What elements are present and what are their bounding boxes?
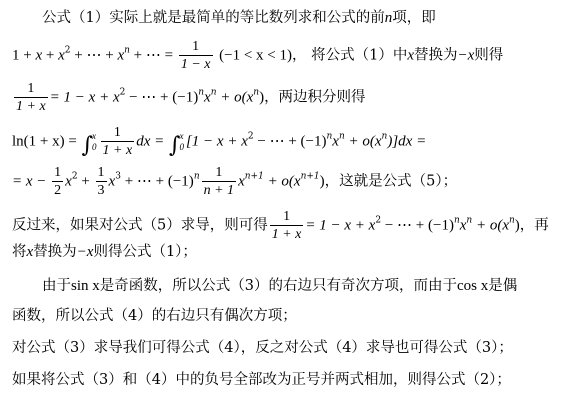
line-10 [12, 338, 573, 358]
math: dx = [136, 133, 168, 150]
integral-limits [179, 131, 184, 153]
substitution-line [12, 242, 573, 262]
math: −x [457, 47, 475, 64]
exponent: 2 [119, 87, 126, 98]
exponent: n [381, 131, 388, 142]
fraction [14, 80, 48, 115]
math: − ⋯ + (−1) [381, 217, 454, 234]
numerator: 1 [283, 209, 291, 224]
exponent: n [453, 215, 460, 226]
exponent: 2 [71, 171, 78, 182]
integral-sign: ∫ [81, 132, 94, 158]
text: ，这就是公式（5）； [324, 173, 458, 190]
exponent: n [124, 45, 130, 56]
math: + o(x [263, 173, 301, 190]
text: 替换为 [33, 244, 77, 260]
math: x [35, 47, 43, 64]
math: x [407, 47, 414, 64]
math: + ⋯ = [129, 47, 177, 64]
fraction [101, 124, 135, 159]
exponent: n [466, 215, 473, 226]
math: = 1 − x + x [49, 89, 120, 106]
denominator: 1 + x [102, 143, 133, 158]
exponent: n [253, 87, 260, 98]
text: ， 将公式（1）中 [291, 47, 408, 64]
range: (−1 < x < 1) [219, 47, 292, 64]
numerator: 1 [192, 39, 200, 54]
text: ，两边积分则得 [264, 89, 366, 106]
exponent: 2 [247, 131, 254, 142]
exponent: n [193, 171, 200, 182]
numerator: 1 [27, 81, 35, 96]
math: )]dx = [387, 133, 427, 150]
fraction [96, 164, 107, 199]
fraction [179, 38, 213, 73]
math: − ⋯ + (−1) [253, 133, 327, 150]
math: cos x [457, 278, 489, 294]
denominator: 3 [97, 183, 105, 198]
math: x [459, 217, 467, 234]
numerator: 1 [97, 165, 105, 180]
math: x [238, 173, 245, 190]
math: = 1 − x + x [305, 217, 376, 234]
text: 是奇函数，所以公式（3）的右边只有奇次方项，而由于 [99, 278, 457, 294]
fraction [270, 208, 304, 243]
exponent: n+1 [300, 171, 320, 182]
math: + ⋯ + (−1) [120, 173, 194, 190]
ln-integral-line [12, 124, 573, 159]
exponent: n [509, 215, 515, 226]
math: sin x [71, 278, 100, 294]
math: x [204, 89, 211, 106]
paragraph-1 [42, 8, 573, 28]
math: x [65, 173, 72, 190]
text: 项，即 [392, 10, 436, 26]
math: [1 − x + x [185, 133, 248, 150]
line-11 [12, 370, 573, 390]
math: x [117, 47, 125, 64]
fraction [52, 164, 63, 199]
text: 则得公式（1）； [93, 244, 197, 260]
math: x [26, 244, 34, 260]
text: 公式（1）实际上就是最简单的等比数列求和公式的前 [42, 10, 385, 26]
math: = x − [12, 173, 51, 190]
exponent: n [338, 131, 345, 142]
denominator: 1 + x [16, 99, 46, 114]
numerator: 1 [54, 165, 62, 180]
exponent: 2 [375, 215, 382, 226]
exponent: 3 [115, 171, 121, 182]
exponent: 2 [64, 45, 71, 56]
text: 由于 [42, 278, 71, 294]
upper-limit: x [179, 130, 184, 141]
integral-limits [92, 131, 97, 153]
math: + o(x [344, 133, 382, 150]
math: 1 + [12, 47, 36, 64]
exponent: n [198, 87, 205, 98]
exponent: n [210, 87, 217, 98]
line-9 [12, 306, 573, 326]
exponent: n+1 [244, 171, 264, 182]
variable-n: n [384, 10, 393, 26]
text: 将 [12, 244, 27, 260]
text: 如果将公式（3）和（4）中的负号全部改为正号并两式相加，则得公式（2）； [12, 372, 511, 388]
lower-limit: 0 [179, 141, 184, 152]
denominator: n + 1 [203, 183, 235, 198]
math: + o(x [472, 217, 509, 234]
math: + [77, 173, 94, 190]
text: 是偶 [488, 278, 518, 294]
math: −x [76, 244, 94, 260]
ln-series-result [12, 164, 573, 199]
upper-limit: x [92, 130, 97, 141]
math: + [42, 47, 59, 64]
math: ) [259, 89, 265, 106]
math: ln(1 + x) = [12, 133, 81, 150]
text: 则得 [474, 47, 504, 64]
series-1-over-1-plus-x [12, 80, 573, 115]
fraction [202, 164, 236, 199]
text: 函数，所以公式（4）的右边只有偶次方项； [12, 308, 297, 324]
text: 对公式（3）求导我们可得公式（4），反之对公式（4）求导也可得公式（3）； [12, 340, 513, 356]
lower-limit: 0 [92, 141, 97, 152]
denominator: 1 + x [271, 227, 302, 242]
derivative-line [12, 208, 573, 243]
math: − ⋯ + (−1) [125, 89, 199, 106]
denominator: 1 − x [180, 57, 211, 72]
integral-sign: ∫ [169, 132, 181, 158]
math: x [332, 133, 339, 150]
numerator: 1 [215, 165, 223, 180]
math: ) [514, 217, 520, 234]
exponent: n [326, 131, 333, 142]
paragraph-parity [42, 276, 573, 296]
text: ，再 [519, 217, 549, 234]
math: + ⋯ + [70, 47, 118, 64]
geometric-series-line [12, 38, 573, 73]
math: x [58, 47, 65, 64]
math: + o(x [216, 89, 254, 106]
text: 替换为 [414, 47, 458, 64]
math: x [108, 173, 116, 190]
denominator: 2 [54, 183, 62, 198]
text: 反过来，如果对公式（5）求导，则可得 [12, 217, 268, 234]
numerator: 1 [113, 125, 121, 140]
math: ) [319, 173, 325, 190]
